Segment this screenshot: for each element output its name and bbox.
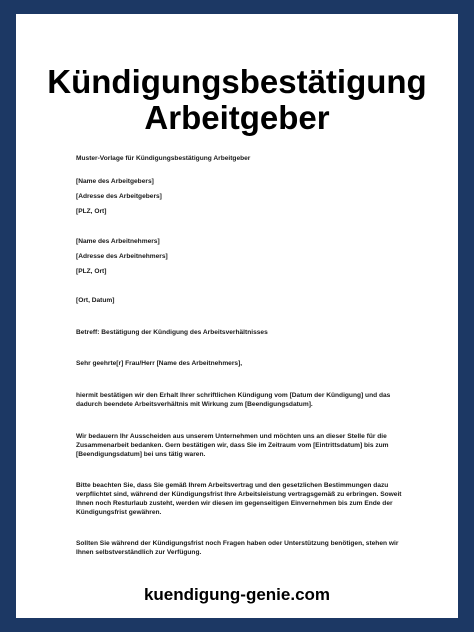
letter-body xyxy=(76,154,406,557)
employee-city: [PLZ, Ort] xyxy=(76,268,107,275)
employer-name: [Name des Arbeitgebers] xyxy=(76,178,154,185)
employee-address: [Adresse des Arbeitnehmers] xyxy=(76,253,168,260)
place-date: [Ort, Datum] xyxy=(76,297,115,304)
letter-subject: Betreff: Bestätigung der Kündigung des Arbeitsverhältnisses xyxy=(76,329,268,336)
letter-salutation: Sehr geehrte[r] Frau/Herr [Name des Arbeitnehmers], xyxy=(76,360,243,367)
title-line-1: Kündigungsbestätigung xyxy=(47,63,427,100)
paragraph-3: Bitte beachten Sie, dass Sie gemäß Ihrem Arbeitsvertrag und den gesetzlichen Bestimmungen dazu verpflichtet sind, während der Kündigungsfrist Ihre Arbeitsleistung vertragsgemäß zu erbringen. Soweit Ihnen noch Resturlaub zusteht, werden wir diesen im gegenseitigen Einvernehmen bis zum Ende der Kündigungsfrist gewähren. xyxy=(76,482,402,516)
title-line-2: Arbeitgeber xyxy=(144,99,330,136)
document-title xyxy=(16,64,458,136)
employer-address: [Adresse des Arbeitgebers] xyxy=(76,193,162,200)
employer-city: [PLZ, Ort] xyxy=(76,208,107,215)
paragraph-4: Sollten Sie während der Kündigungsfrist noch Fragen haben oder Unterstützung benötigen, stehen wir Ihnen selbstverständlich zur Verfügung. xyxy=(76,540,399,556)
letter-heading: Muster-Vorlage für Kündigungsbestätigung Arbeitgeber xyxy=(76,155,251,162)
website-footer: kuendigung-genie.com xyxy=(143,585,331,604)
paragraph-2: Wir bedauern Ihr Ausscheiden aus unserem Unternehmen und möchten uns an dieser Stelle für die Zusammenarbeit bedanken. Gern bestätigen wir, dass Sie im Zeitraum vom [Eintrittsdatum] bis zum [Beendigungsdatum] bei uns tätig waren. xyxy=(76,433,389,458)
document-page xyxy=(16,14,458,618)
employee-name: [Name des Arbeitnehmers] xyxy=(76,238,160,245)
paragraph-1: hiermit bestätigen wir den Erhalt Ihrer schriftlichen Kündigung vom [Datum der Kündigung] und das dadurch beendete Arbeitsverhältnis mit Wirkung zum [Beendigungsdatum]. xyxy=(76,392,391,408)
